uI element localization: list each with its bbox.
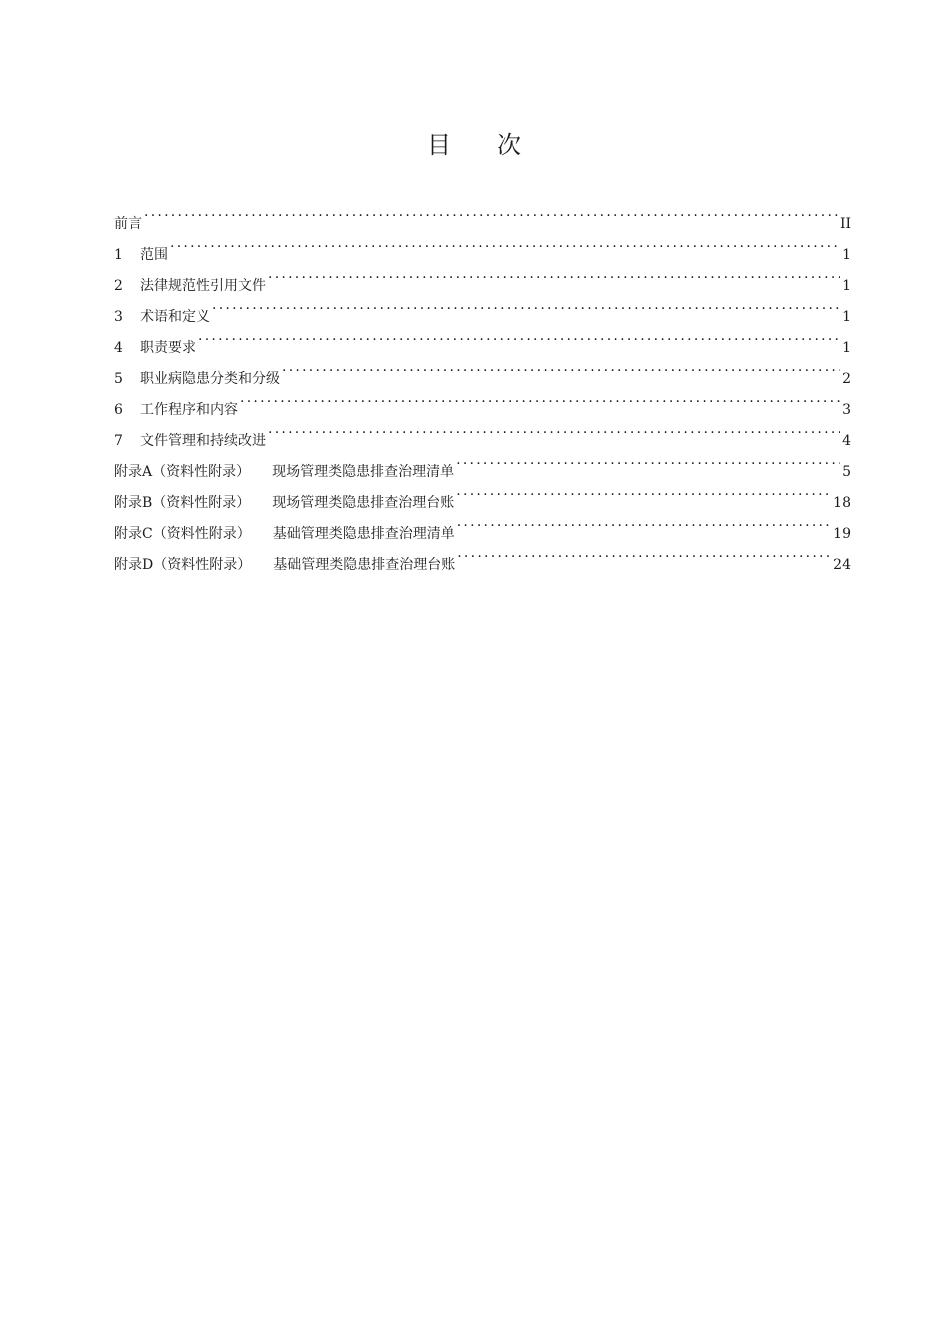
toc-entry-page: 2 [842, 371, 851, 387]
toc-entry-number: 5 [114, 371, 123, 387]
toc-entry-number: 1 [114, 247, 123, 263]
toc-leader-dots [268, 259, 840, 290]
toc-leader-dots [456, 476, 831, 507]
toc-entry-number: 2 [114, 278, 123, 294]
toc-entry-label: 职业病隐患分类和分级 [140, 371, 280, 387]
toc-entry-label: 现场管理类隐患排查治理台账 [272, 495, 455, 511]
page-title [0, 128, 950, 162]
page-title-part1: 目 [427, 131, 453, 160]
toc-entry-label: 现场管理类隐患排查治理清单 [272, 464, 455, 480]
toc-leader-dots [456, 445, 840, 476]
toc-entry-label: 范围 [140, 247, 168, 263]
table-of-contents [114, 197, 851, 573]
toc-entry-prefix: 附录D（资料性附录） [114, 557, 252, 573]
toc-leader-dots [282, 352, 840, 383]
toc-entry-label: 术语和定义 [140, 309, 210, 325]
toc-entry-page: 5 [842, 464, 851, 480]
toc-entry-page: 1 [842, 340, 851, 356]
toc-leader-dots [212, 290, 840, 321]
toc-entry-label: 前言 [114, 216, 142, 232]
toc-entry-prefix: 附录A（资料性附录） [114, 464, 251, 480]
toc-leader-dots [144, 197, 838, 228]
toc-entry-classification[interactable] [114, 352, 851, 387]
toc-entry-prefix: 附录C（资料性附录） [114, 526, 251, 542]
toc-leader-dots [198, 321, 840, 352]
toc-entry-page: 24 [833, 557, 851, 573]
toc-entry-normative-references[interactable] [114, 259, 851, 294]
toc-entry-label: 基础管理类隐患排查治理台账 [273, 557, 456, 573]
toc-entry-page: 1 [842, 309, 851, 325]
toc-entry-number: 3 [114, 309, 123, 325]
toc-entry-label: 职责要求 [140, 340, 196, 356]
toc-entry-number: 7 [114, 433, 123, 449]
toc-entry-page: II [839, 216, 851, 232]
toc-entry-page: 1 [842, 247, 851, 263]
toc-leader-dots [268, 414, 840, 445]
toc-entry-prefix: 附录B（资料性附录） [114, 495, 251, 511]
toc-leader-dots [170, 228, 840, 259]
toc-entry-page: 1 [842, 278, 851, 294]
page-title-part2: 次 [497, 131, 523, 160]
toc-leader-dots [457, 507, 831, 538]
toc-entry-page: 19 [833, 526, 851, 542]
toc-entry-number: 6 [114, 402, 123, 418]
toc-leader-dots [240, 383, 840, 414]
toc-entry-foreword[interactable] [114, 197, 851, 232]
toc-entry-label: 法律规范性引用文件 [140, 278, 266, 294]
toc-entry-scope[interactable] [114, 228, 851, 263]
toc-leader-dots [457, 538, 831, 569]
toc-entry-page: 4 [842, 433, 851, 449]
toc-entry-page: 3 [842, 402, 851, 418]
toc-entry-page: 18 [833, 495, 851, 511]
toc-entry-terms-definitions[interactable] [114, 290, 851, 325]
toc-entry-number: 4 [114, 340, 123, 356]
toc-entry-label: 基础管理类隐患排查治理清单 [272, 526, 455, 542]
toc-entry-label: 工作程序和内容 [140, 402, 238, 418]
toc-entry-responsibilities[interactable] [114, 321, 851, 356]
toc-entry-label: 文件管理和持续改进 [140, 433, 266, 449]
